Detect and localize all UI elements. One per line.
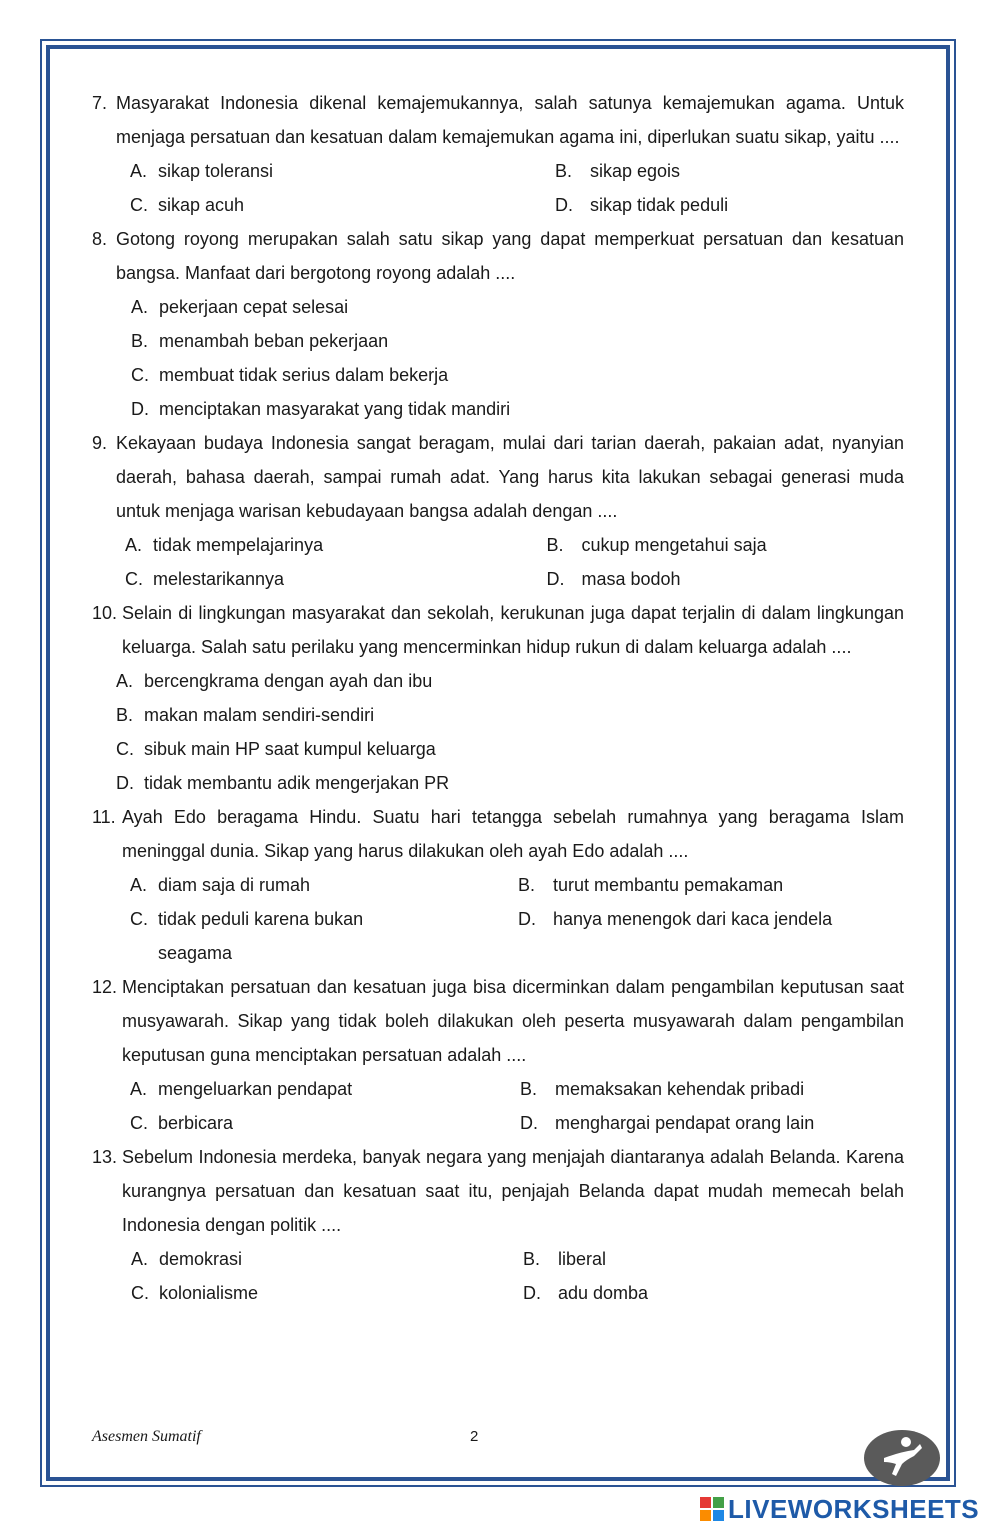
options-10 xyxy=(92,664,904,800)
option-d[interactable]: D. menciptakan masyarakat yang tidak mandiri xyxy=(131,399,511,419)
option-d[interactable]: D. masa bodoh xyxy=(546,569,681,589)
option-b[interactable]: B. memaksakan kehendak pribadi xyxy=(520,1079,805,1099)
question-text: Masyarakat Indonesia dikenal kemajemukannya, salah satunya kemajemukan agama. Untuk menjaga persatuan dan kesatuan dalam kemajemukan agama ini, diperlukan suatu sikap, yaitu .... xyxy=(116,93,904,147)
option-c[interactable]: C. melestarikannya xyxy=(125,569,285,589)
option-a[interactable]: A. mengeluarkan pendapat xyxy=(130,1079,353,1099)
option-c[interactable]: C. sikap acuh xyxy=(130,195,245,215)
option-a[interactable]: A. sikap toleransi xyxy=(130,161,274,181)
page-number: 2 xyxy=(470,1428,479,1445)
question-8 xyxy=(92,222,904,290)
option-b[interactable]: B. sikap egois xyxy=(555,161,681,181)
options-11 xyxy=(92,868,904,970)
option-d[interactable]: D. adu domba xyxy=(523,1283,649,1303)
question-number: 7. xyxy=(92,93,108,113)
option-b[interactable]: B. turut membantu pemakaman xyxy=(518,875,784,895)
author-logo-icon xyxy=(862,1428,942,1488)
question-13 xyxy=(92,1140,904,1242)
question-11 xyxy=(92,800,904,868)
question-number: 11. xyxy=(92,807,116,827)
question-text: Menciptakan persatuan dan kesatuan juga bisa dicerminkan dalam pengambilan keputusan saat musyawarah. Sikap yang tidak boleh dilakukan oleh peserta musyawarah dalam pengambilan keputusan guna menciptakan persatuan adalah .... xyxy=(122,977,904,1065)
question-text: Sebelum Indonesia merdeka, banyak negara yang menjajah diantaranya adalah Belanda. Karena kurangnya persatuan dan kesatuan saat itu, penjajah Belanda dapat mudah memecah belah Indonesia dengan politik .... xyxy=(122,1147,904,1235)
question-text: Selain di lingkungan masyarakat dan sekolah, kerukunan juga dapat terjalin di dalam lingkungan keluarga. Salah satu perilaku yang mencerminkan hidup rukun di dalam keluarga adalah .... xyxy=(122,603,904,657)
footer-title: Asesmen Sumatif xyxy=(92,1428,201,1445)
question-12 xyxy=(92,970,904,1072)
question-text: Kekayaan budaya Indonesia sangat beragam, mulai dari tarian daerah, pakaian adat, nyanyian daerah, bahasa daerah, sampai rumah adat. Yang harus kita lakukan sebagai generasi muda untuk menjaga warisan kebudayaan bangsa adalah dengan .... xyxy=(116,433,904,521)
question-list xyxy=(92,86,904,1310)
question-number: 12. xyxy=(92,977,118,997)
option-b[interactable]: B. cukup mengetahui saja xyxy=(546,535,767,555)
option-d[interactable]: D. hanya menengok dari kaca jendela xyxy=(518,909,833,929)
options-9 xyxy=(92,528,904,596)
question-7 xyxy=(92,86,904,154)
option-a[interactable]: A. diam saja di rumah xyxy=(130,875,311,895)
option-c[interactable]: C. membuat tidak serius dalam bekerja xyxy=(131,365,449,385)
options-8 xyxy=(92,290,904,426)
option-a[interactable]: A. demokrasi xyxy=(131,1249,243,1269)
question-number: 9. xyxy=(92,433,108,453)
option-c[interactable]: C. tidak peduli karena bukan seagama xyxy=(130,909,364,963)
liveworksheets-logo[interactable] xyxy=(700,1495,979,1523)
options-7 xyxy=(92,154,904,222)
option-b[interactable]: B. makan malam sendiri-sendiri xyxy=(116,705,375,725)
option-b[interactable]: B. menambah beban pekerjaan xyxy=(131,331,389,351)
option-d[interactable]: D. tidak membantu adik mengerjakan PR xyxy=(116,773,450,793)
options-13 xyxy=(92,1242,904,1310)
question-number: 10. xyxy=(92,603,118,623)
question-number: 13. xyxy=(92,1147,118,1167)
brand-name: LIVEWORKSHEETS xyxy=(728,1493,980,1524)
question-number: 8. xyxy=(92,229,108,249)
option-b[interactable]: B. liberal xyxy=(523,1249,607,1269)
option-c[interactable]: C. kolonialisme xyxy=(131,1283,259,1303)
question-9 xyxy=(92,426,904,528)
liveworksheets-icon xyxy=(700,1497,724,1521)
option-c[interactable]: C. sibuk main HP saat kumpul keluarga xyxy=(116,739,436,759)
option-a[interactable]: A. tidak mempelajarinya xyxy=(125,535,324,555)
question-10 xyxy=(92,596,904,664)
option-a[interactable]: A. bercengkrama dengan ayah dan ibu xyxy=(116,671,433,691)
option-d[interactable]: D. menghargai pendapat orang lain xyxy=(520,1113,815,1133)
options-12 xyxy=(92,1072,904,1140)
question-text: Ayah Edo beragama Hindu. Suatu hari tetangga sebelah rumahnya yang beragama Islam meninggal dunia. Sikap yang harus dilakukan oleh ayah Edo adalah .... xyxy=(122,807,904,861)
option-d[interactable]: D. sikap tidak peduli xyxy=(555,195,729,215)
question-text: Gotong royong merupakan salah satu sikap yang dapat memperkuat persatuan dan kesatuan bangsa. Manfaat dari bergotong royong adalah .... xyxy=(116,229,904,283)
option-a[interactable]: A. pekerjaan cepat selesai xyxy=(131,297,349,317)
option-c[interactable]: C. berbicara xyxy=(130,1113,234,1133)
